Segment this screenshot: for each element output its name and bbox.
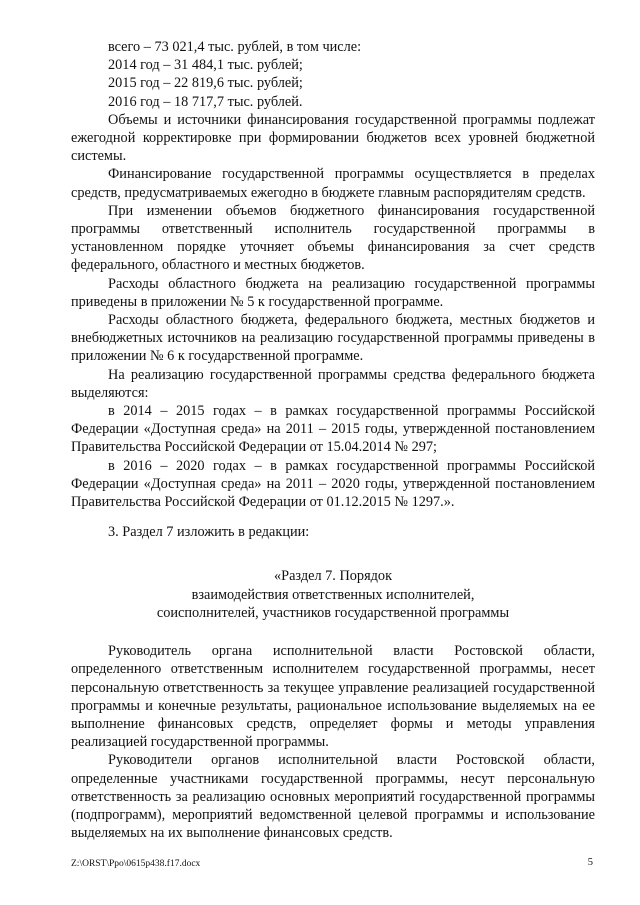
paragraph-participants-responsibility: Руководители органов исполнительной власти Ростовской области, определенные участниками государственной программы, несут персональную ответственность за реализацию основных мероприятий государственной программы (подпрограмм), мероприятий ведомственной целевой программы и использование выделяемых на их выполнение финансовых средств. bbox=[71, 752, 595, 842]
document-body bbox=[71, 38, 595, 842]
section-instruction: 3. Раздел 7 изложить в редакции: bbox=[108, 524, 310, 541]
paragraph-federal-funds: На реализацию государственной программы средства федерального бюджета выделяются: bbox=[71, 366, 595, 401]
section-heading-line-2: взаимодействия ответственных исполнителей, bbox=[191, 586, 475, 603]
paragraph-2014-2015: в 2014 – 2015 годах – в рамках государственной программы Российской Федерации «Доступная среда» на 2011 – 2015 годы, утвержденной постановлением Правительства Российской Федерации от 15.04.2014 № 297; bbox=[71, 403, 595, 456]
footer-page-number: 5 bbox=[587, 857, 593, 868]
funding-line-2016: 2016 год – 18 717,7 тыс. рублей. bbox=[108, 93, 303, 110]
paragraph-adjustment: Объемы и источники финансирования государственной программы подлежат ежегодной корректировке при формировании бюджетов всех уровней бюджетной системы. bbox=[71, 111, 595, 165]
paragraph-2016-2020: в 2016 – 2020 годах – в рамках государственной программы Российской Федерации «Доступная среда» на 2011 – 2020 годы, утвержденной постановлением Правительства Российской Федерации от 01.12.2015 № 1297.». bbox=[71, 457, 595, 511]
funding-line-2015: 2015 год – 22 819,6 тыс. рублей; bbox=[108, 75, 303, 92]
section-heading-line-3: соисполнителей, участников государственной программы bbox=[156, 604, 510, 621]
footer-file-path: Z:\ORST\Ppo\0615p438.f17.docx bbox=[71, 859, 201, 869]
heading-spacer bbox=[71, 622, 595, 642]
paragraph-head-responsibility: Руководитель органа исполнительной власти Ростовской области, определенного ответственным исполнителем государственной программы, несет персональную ответственность за текущее управление реализацией государственной программы и конечные результаты, рациональное использование выделяемых на ее выполнение финансовых средств, определяет формы и методы управления реализацией государственной программы. bbox=[71, 643, 595, 751]
section-heading bbox=[71, 567, 595, 622]
paragraph-appendix-6: Расходы областного бюджета, федерального бюджета, местных бюджетов и внебюджетных источников на реализацию государственной программы приведены в приложении № 6 к государственной программе. bbox=[71, 312, 595, 365]
section-heading-line-1: «Раздел 7. Порядок bbox=[273, 568, 393, 585]
paragraph-financing-limits: Финансирование государственной программы осуществляется в пределах средств, предусматриваемых ежегодно в бюджете главным распорядителям средств. bbox=[71, 166, 595, 201]
funding-line-total: всего – 73 021,4 тыс. рублей, в том числе: bbox=[108, 39, 362, 55]
funding-line-2014: 2014 год – 31 484,1 тыс. рублей; bbox=[108, 57, 303, 74]
paragraph-appendix-5: Расходы областного бюджета на реализацию государственной программы приведены в приложении № 5 к государственной программе. bbox=[71, 275, 595, 310]
paragraph-volume-changes: При изменении объемов бюджетного финансирования государственной программы ответственный исполнитель государственной программы в установленном порядке уточняет объемы финансирования за счет средств федерального, областного и местных бюджетов. bbox=[71, 202, 595, 274]
